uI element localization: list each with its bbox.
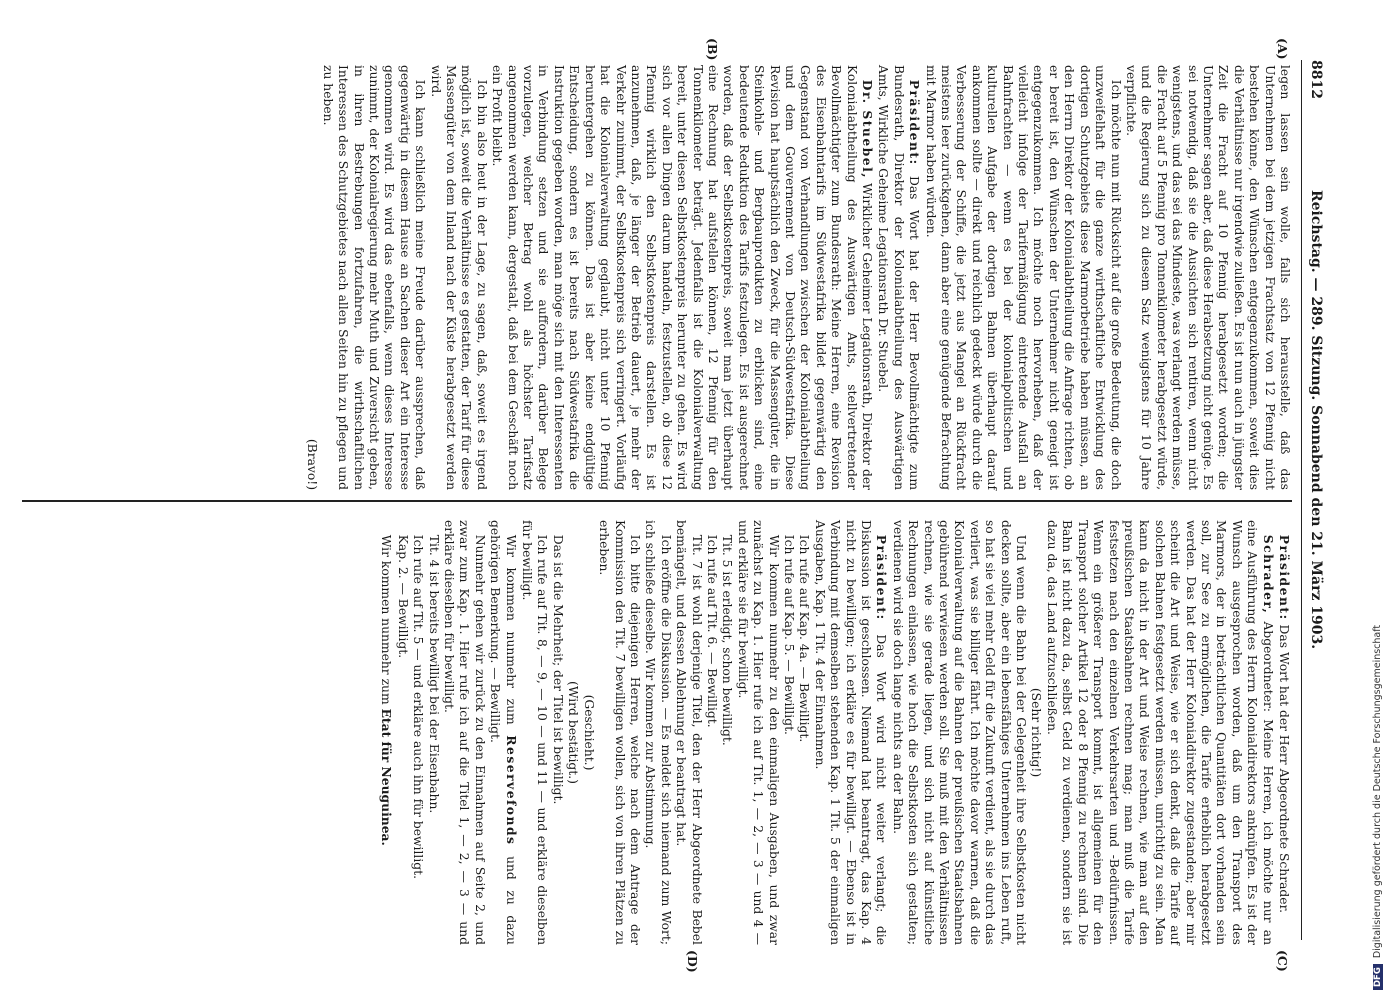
speech-text: Wir kommen nunmehr zum bbox=[379, 534, 394, 705]
paragraph: Ich bin also heut in der Lage, zu sagen, daß, soweit es irgend möglich ist, soweit die Verhältnisse es gestatten, der Tarif für diese Massengüter von dem Inland nach der Küste herabgesetzt werden wird. bbox=[428, 65, 489, 490]
paragraph bbox=[489, 65, 875, 490]
paragraph: Wir kommen nunmehr zu den einmaligen Ausgaben, und zwar zunächst zu Kap. 1. Hier rufe ich auf Tit. 1, — 2, — 3 — und 4 — und erkläre sie für bewilligt. bbox=[735, 520, 781, 945]
paragraph: Und wenn die Bahn bei der Gelegenheit ihre Selbstkosten nicht decken sollte, aber ein lebensfähiges Unternehmen ins Leben ruft, so hat sie viel mehr Geld für die Zukunft verdient, als sie durch das verliert, was sie billiger fährt. Ich möchte davor warnen, daß die Kolonialverwaltung auf die Bahnen der preußischen Staatsbahnen gebührend verwiesen werden soll. Sie muß mit den Verhältnissen rechnen, wie sie gerade liegen, und sich nicht auf künstliche Rechnungen einlassen, wie hoch die Selbstkosten sich gestalten; verdienen wird sie doch lange nichts an der Bahn. bbox=[890, 520, 1029, 945]
paragraph: Ich rufe auf Tit. 5 — und erkläre auch ihn für bewilligt. bbox=[411, 534, 426, 879]
paragraph: Ich rufe auf Kap. 5. — Bewilligt. bbox=[782, 534, 796, 735]
right-column bbox=[378, 520, 1292, 945]
paragraph bbox=[875, 65, 922, 490]
speech-text: und zu dazu gehörigen Bemerkung. — Bewilligt. bbox=[488, 520, 518, 945]
paragraph: Tit. 4 ist bereits bewilligt bei der Eisenbahn. bbox=[426, 534, 441, 814]
speech-text: Abgeordneter: Meine Herren, ich möchte nur an eine Ausführung des Herrn Kolonialdirektors anknüpfen. Es ist der Wunsch ausgesprochen worden, daß um den Transport des Marmors, der in beträchtlichen Quantitäten dort vorhanden sein soll, zur See zu ermöglichen, die Tarife erheblich herabgesetzt werden. Das hat der Herr Kolonialdirektor zugestanden; aber mir scheint die Art und Weise, wie er sich denkt, daß die Tarife auf solchen Bahnen festgesetzt werden müssen, unrichtig zu sein. Man kann da nicht in der Art und Weise rechnen, wie man auf den preußischen Staatsbahnen rechnen mag; man muß die Tarife festsetzen nach den einzelnen Verkehrsarten und -Bedürfnissen. Wenn ein größerer Transport kommt, ist allgemeinen für den Transport solcher Artikel 12 oder 8 Pfennig zu rechnen sind. Die Bahn ist nicht dazu da, selbst Geld zu verdienen, sondern sie ist dazu da, das Land aufzuschließen. bbox=[1044, 520, 1275, 945]
paragraph bbox=[1044, 520, 1276, 945]
paragraph bbox=[378, 520, 394, 945]
paragraph: Ich kann schließlich meine Freude darüber aussprechen, daß gegenwärtig in diesem Hause an Sachen dieser Art ein Interesse genommen wird. Es wird das ebenfalls, wenn dieses Interesse zunimmt, der Kolonialregierung mehr Muth und Zuversicht geben, in ihren Bestrebungen fortzufahren, die wirthschaftlichen Interessen des Schutzgebietes nach allen Seiten hin zu pflegen und zu heben. bbox=[320, 65, 428, 490]
page-title: Reichstag. — 289. Sitzung. Sonnabend den 21. März 1903. bbox=[1308, 190, 1324, 650]
speech-text: Das Wort hat der Herr Bevollmächtigte zum Bundesrath, Direktor der Kolonialabtheilung des Auswärtigen Amts, Wirkliche Geheime Legationsrath Dr. Stuebel. bbox=[876, 65, 922, 490]
speech-text: Das Wort hat der Herr Abgeordnete Schrader. bbox=[1277, 624, 1291, 914]
paragraph: Nunmehr gehen wir zurück zu den Einnahmen auf Seite 2, und zwar zum Kap. 1. Hier rufe ich auf die Titel 1, — 2, — 3 — und erkläre dieselben für bewilligt. bbox=[442, 520, 487, 945]
paragraph: Ich rufe auf Kap. 4a. — Bewilligt. bbox=[797, 534, 812, 743]
reaction-note: (Geschieht.) bbox=[581, 694, 596, 771]
speaker-name: Schrader, bbox=[1260, 534, 1276, 615]
paragraph: Kap. 2. — Bewilligt. bbox=[395, 534, 410, 659]
paragraph bbox=[1276, 520, 1292, 945]
speech-text: Wir kommen nunmehr zum bbox=[503, 534, 518, 725]
funding-note bbox=[1356, 10, 1383, 1000]
reaction-note: (Sehr richtig!) bbox=[1029, 687, 1044, 778]
speech-text: Wirklicher Geheimer Legationsrath, Direktor der Kolonialabtheilung des Auswärtigen Amts, stellvertretender Bevollmächtigter zum Bundesrath: Meine Herren, eine Revision des Eisenbahntarifs im Südwestafrika bildet gegenwärtig den Gegenstand von Verhandlungen zwischen der Kolonialabtheilung und dem Gouvernement von Deutsch-Südwestafrika. Diese Revision hat hauptsächlich den Zweck, für die Massengüter, die in Steinkohle- und Bergbauprodukten zu erblicken sind, eine bedeutende Reduktion des Tarifs festzulegen. Es ist ausgerechnet worden, daß der Selbstkostenpreis, soweit man jetzt überhaupt eine Rechnung hat aufstellen können, 12 Pfennig für den Tonnenkilometer beträgt. Jedenfalls ist die Kolonialverwaltung bereit, unter diesen Selbstkostenpreis herunter zu gehen. Es wird sich vor allen Dingen darum handeln, festzustellen, ob diese 12 Pfennig wirklich den Selbstkostenpreis darstellen. Es ist anzunehmen, daß, je länger der Betrieb dauert, je mehr der Verkehr zunimmt, der Selbstkostenpreis sich verringert. Vorläufig hat die Kolonialverwaltung geglaubt, nicht unter 10 Pfennig heruntergehen zu können. Das ist aber keine endgültige Entscheidung, sondern es ist bereits nach Südwestafrika die Instruktion gegeben worden, man möge sich mit den Interessenten in Verbindung setzen und sie auffordern, darüber Belege vorzulegen, welcher Betrag wohl als höchster Tarifsatz angenommen werden kann, dergestalt, daß bei dem Geschäft noch ein Profit bleibt. bbox=[490, 65, 875, 490]
page-header bbox=[1301, 60, 1326, 940]
margin-marker-a: (A) bbox=[1275, 38, 1290, 60]
dfg-logo: DFG bbox=[1373, 964, 1383, 990]
paragraph: Ich möchte nun mit Rücksicht auf die große Bedeutung, die doch unzweifelhaft für die ganze wirthschaftliche Entwicklung des dortigen Schutzgebiets diese Marmorbetriebe haben müssen, an den Herrn Direktor der Kolonialabtheilung die Anfrage richten, ob er bereit ist, den Wünschen der Unternehmer nicht geneigt ist entgegenzukommen. Ich möchte noch hervorheben, daß der vielleicht infolge der Tarifermäßigung eintretende Ausfall an Bahnfrachten — wenn es bei der kolonialpolitischen und kulturellen Aufgabe der dortigen Bahnen überhaupt darauf ankommen sollte — direkt und reichlich gedeckt würde durch die Verbesserung der Schiffe, die jetzt aus Mangel an Rückfracht meistens leer zurückgehen, dann aber eine genügende Befrachtung mit Marmor haben würden. bbox=[923, 65, 1123, 490]
paragraph: Ich bitte diejenigen Herren, welche nach dem Antrage der Kommission den Tit. 7 bewilligen wollen, sich von ihren Plätzen zu erheben. bbox=[597, 520, 642, 945]
reaction-note: (Wird bestätigt.) bbox=[566, 681, 581, 784]
funding-note-text bbox=[1372, 10, 1383, 990]
section-keyword: Reservefonds bbox=[503, 735, 519, 846]
page-number: 8812 bbox=[1308, 60, 1324, 99]
paragraph bbox=[811, 520, 889, 945]
margin-marker-b: (B) bbox=[705, 38, 720, 61]
margin-marker-c: (C) bbox=[1275, 950, 1290, 972]
paragraph bbox=[487, 520, 519, 945]
paragraph: Ich rufe auf Tit. 6. — Bewilligt. bbox=[704, 534, 719, 728]
funding-text: Digitalisierung gefördert durch die Deutsche Forschungsgemeinschaft bbox=[1372, 624, 1383, 959]
paragraph: Tit. 7 ist wohl derjenige Titel, den der Herr Abgeordnete Bebel bemängelt, und dessen Ablehnung er beantragt hat. bbox=[674, 520, 704, 945]
speaker-name: Präsident: bbox=[1277, 534, 1292, 621]
paragraph: Ich rufe auf Tit. 8, — 9, — 10 — und 11 — und erkläre dieselben für bewilligt. bbox=[520, 520, 550, 945]
left-column bbox=[304, 65, 1292, 490]
column-divider bbox=[22, 500, 1292, 502]
speaker-name: Präsident: bbox=[907, 79, 923, 166]
paragraph: Ich eröffne die Diskussion. — Es meldet sich niemand zum Wort; ich schließe dieselbe. Wir kommen zur Abstimmung. bbox=[643, 520, 673, 945]
speaker-name: Präsident: bbox=[874, 534, 890, 621]
speaker-name: Dr. Stuebel, bbox=[860, 79, 876, 180]
reaction-note: (Bravo!) bbox=[305, 438, 320, 490]
section-heading: Etat für Neuguinea. bbox=[379, 708, 395, 846]
margin-marker-d: (D) bbox=[685, 950, 700, 973]
paragraph: Das ist die Mehrheit; der Titel ist bewilligt. bbox=[550, 534, 565, 805]
speech-text: Das Wort wird nicht weiter verlangt; die Diskussion ist geschlossen. Niemand hat beantragt, das Kap. 4 nicht zu bewilligen; ich erkläre es für bewilligt. — Ebenso ist in Verbindung mit demselben stehenden Kap. 1 Tit. 5 der einmaligen Ausgaben, Kap. 1 Tit. 4 der Einnahmen. bbox=[812, 520, 889, 945]
paragraph: legen lassen sein wolle, falls sich herausstelle, daß das Unternehmen bei dem jetzigen Frachtsatz von 12 Pfennig nicht bestehen könne, den Wünschen entgegenzukommen, soweit dies die Verhältnisse nur irgendwie zuließen. Es ist nun auch in jüngster Zeit die Fracht auf 10 Pfennig herabgesetzt worden; die Unternehmer sagen aber, daß diese Herabsetzung nicht genüge. Es sei notwendig, daß sie die Aussichten sich rentiren, wenn nicht wenigstens, und das sei das Mindeste, was verlangt werden müsse, die Fracht auf 5 Pfennig pro Tonnenkilometer herabgesetzt würde, und die Regierung sich zu diesem Satz wenigstens für 10 Jahre verpflichte. bbox=[1123, 65, 1292, 490]
paragraph: Tit. 5 ist erledigt, schon bewilligt. bbox=[720, 534, 735, 746]
